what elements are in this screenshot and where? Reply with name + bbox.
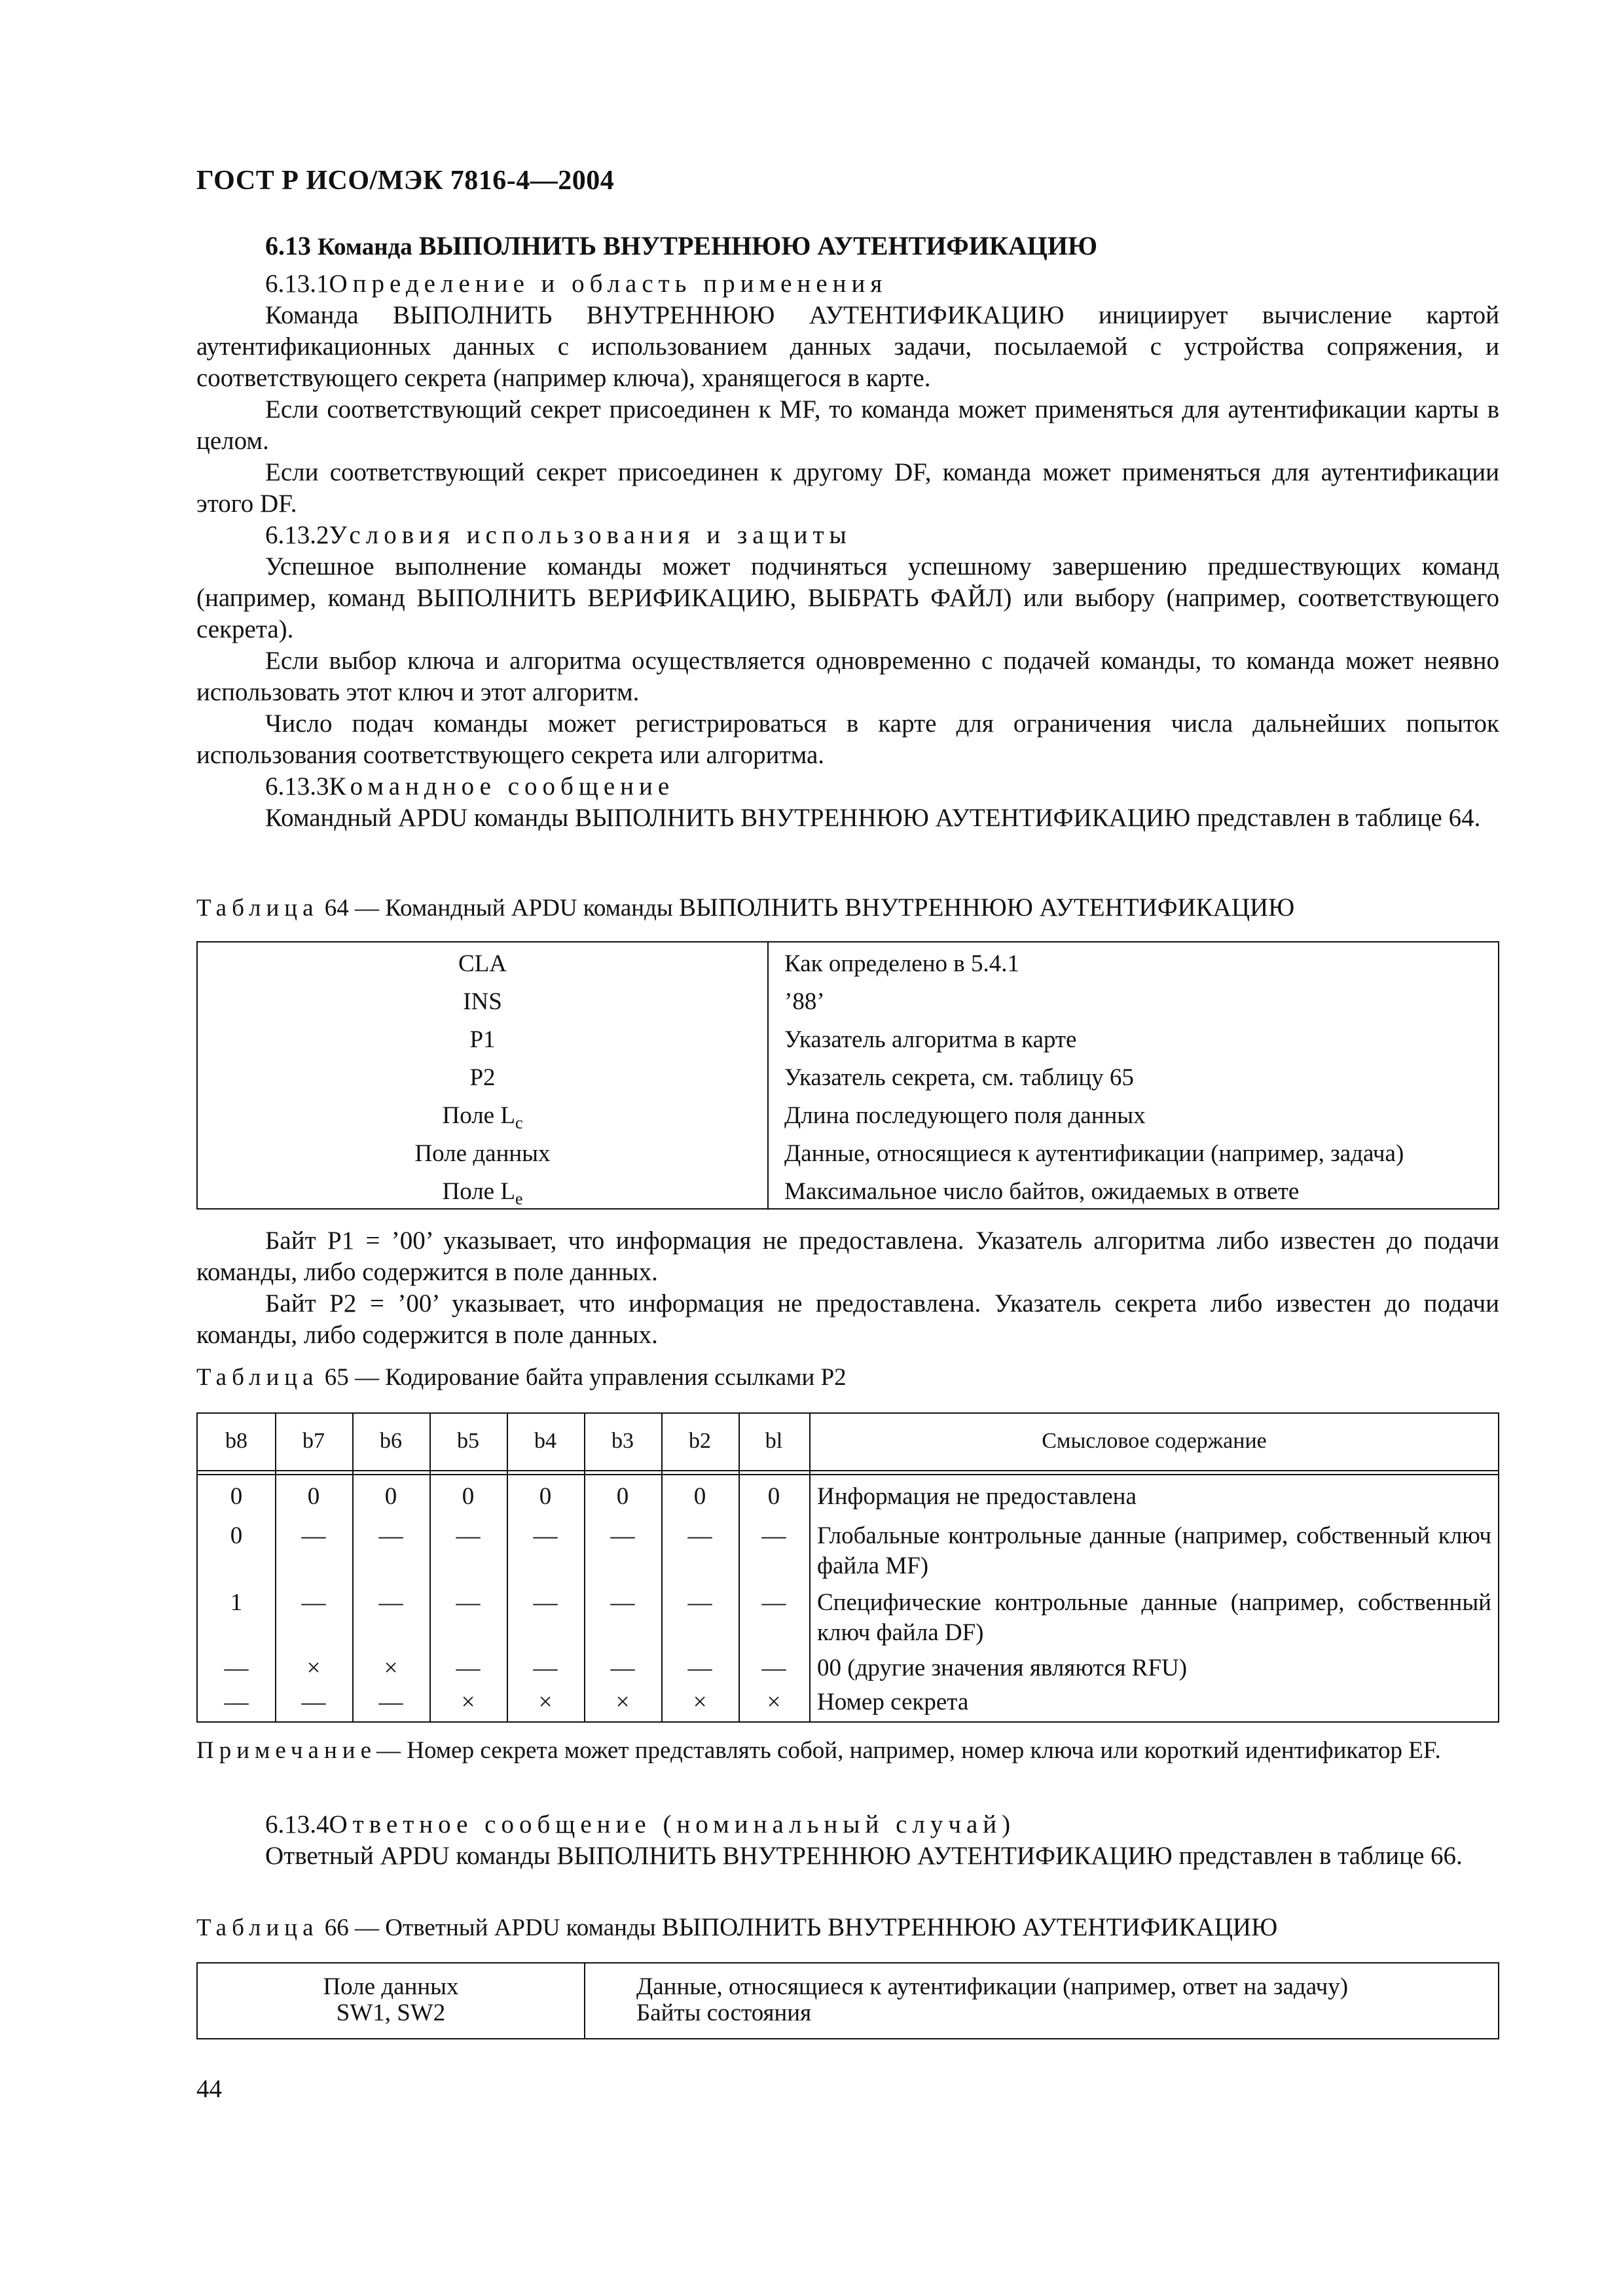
table-cell-desc: Длина последующего поля данных (784, 1102, 1146, 1129)
bit-cell: 1 (230, 1589, 243, 1616)
meaning-cell: Глобальные контрольные данные (например, собственный ключ файла MF) (817, 1522, 1491, 1579)
caption-text: 66 — Ответный APDU команды (324, 1914, 656, 1941)
bit-cell: — (687, 1655, 712, 1681)
column-header-b8: b8 (225, 1429, 247, 1453)
paragraph (196, 802, 1499, 834)
subsection-title: Ответное сообщение (номинальный случай) (329, 1810, 1016, 1839)
field-subscript: e (515, 1189, 523, 1208)
subsection-heading-6-13-1 (196, 268, 1499, 300)
table-65 (196, 1412, 1499, 1723)
column-header-b4: b4 (534, 1429, 556, 1453)
subsection-heading-6-13-4 (196, 1809, 1499, 1840)
bit-cell: — (610, 1655, 635, 1681)
bit-cell: × (615, 1689, 630, 1715)
field-subscript: c (515, 1113, 523, 1132)
bit-cell: — (378, 1589, 403, 1616)
table-cell-field (198, 1101, 767, 1131)
paragraph-text: Командный APDU команды ВЫПОЛНИТЬ ВНУТРЕННЮЮ АУТЕНТИФИКАЦИЮ представлен в таблице 64. (265, 804, 1481, 832)
caption-word: Таблица (196, 1364, 319, 1391)
bit-cell: 0 (539, 1483, 552, 1510)
paragraph-text: Команда ВЫПОЛНИТЬ ВНУТРЕННЮЮ АУТЕНТИФИКАЦИЮ инициирует вычисление картой аутентификационных данных с использованием данных задачи, посылаемой с устройства сопряжения, и соответствующего секрета (например ключа), хранящегося в карте. (196, 301, 1499, 392)
paragraph (196, 1288, 1499, 1351)
table-66 (196, 1962, 1499, 2039)
caption-word: Таблица (196, 1914, 319, 1941)
table-cell-field: INS (463, 988, 502, 1015)
table-64 (196, 941, 1499, 1210)
meaning-cell: Специфические контрольные данные (например, собственный ключ файла DF) (817, 1589, 1491, 1646)
table-cell-desc: ’88’ (784, 988, 825, 1015)
bit-cell: — (687, 1589, 712, 1616)
paragraph-text: Число подач команды может регистрироваться в карте для ограничения числа дальнейших попыток использования соответствующего секрета или алгоритма. (196, 709, 1499, 769)
bit-cell: 0 (462, 1483, 475, 1510)
paragraph (196, 394, 1499, 457)
header-rule (198, 1470, 1498, 1471)
field-base: Поле L (442, 1102, 515, 1129)
table-cell-desc: Байты состояния (636, 2000, 812, 2026)
paragraph-text: Если выбор ключа и алгоритма осуществляется одновременно с подачей команды, то команда может неявно использовать этот ключ и этот алгоритм. (196, 647, 1499, 706)
table-cell-desc: Максимальное число байтов, ожидаемых в ответе (784, 1178, 1300, 1205)
note-label: Примечание (196, 1737, 376, 1764)
bit-cell: 0 (230, 1522, 243, 1549)
bit-cell: — (456, 1655, 481, 1681)
bit-cell: 0 (307, 1483, 320, 1510)
column-divider (809, 1414, 811, 1721)
bit-cell: — (687, 1522, 712, 1549)
column-divider (584, 1964, 585, 2038)
column-header-b6: b6 (380, 1429, 402, 1453)
bit-cell: 0 (384, 1483, 397, 1510)
bit-cell: — (533, 1655, 558, 1681)
table-65-caption (196, 1363, 847, 1393)
subsection-number: 6.13.3 (265, 772, 329, 800)
caption-text: 65 — Кодирование байта управления ссылками P2 (324, 1364, 847, 1391)
bit-cell: — (378, 1522, 403, 1549)
caption-tail: ВЫПОЛНИТЬ ВНУТРЕННЮЮ АУТЕНТИФИКАЦИЮ (661, 1913, 1278, 1941)
column-header-b7: b7 (302, 1429, 325, 1453)
column-header-meaning: Смысловое содержание (1042, 1429, 1267, 1453)
meaning-cell: Информация не предоставлена (817, 1483, 1137, 1510)
column-header-b5: b5 (457, 1429, 479, 1453)
bit-cell: — (224, 1689, 249, 1715)
bit-cell: × (461, 1689, 475, 1715)
section-heading (265, 229, 1097, 264)
subsection-number: 6.13.1 (265, 270, 329, 298)
section-heading-lead: Команда (318, 234, 412, 260)
bit-cell: × (306, 1655, 321, 1681)
table-cell-field: SW1, SW2 (336, 2000, 446, 2026)
caption-tail: ВЫПОЛНИТЬ ВНУТРЕННЮЮ АУТЕНТИФИКАЦИЮ (679, 893, 1295, 922)
paragraph (196, 1840, 1499, 1872)
bit-cell: — (378, 1689, 403, 1715)
caption-word: Таблица (196, 895, 319, 922)
table-cell-desc: Как определено в 5.4.1 (784, 950, 1019, 977)
table-cell-field: Поле данных (323, 1973, 459, 2000)
bit-cell: — (533, 1522, 558, 1549)
column-header-b1: bl (765, 1429, 783, 1453)
paragraph-text: Байт P1 = ’00’ указывает, что информация не предоставлена. Указатель алгоритма либо известен до подачи команды, либо содержится в поле данных. (196, 1227, 1499, 1286)
paragraph-text: Успешное выполнение команды может подчиняться успешному завершению предшествующих команд (например, команд ВЫПОЛНИТЬ ВЕРИФИКАЦИЮ, ВЫБРАТЬ ФАЙЛ) или выбору (например, соответствующего секрета). (196, 552, 1499, 643)
bit-cell: — (456, 1522, 481, 1549)
subsection-heading-6-13-3 (196, 771, 1499, 802)
bit-cell: — (456, 1589, 481, 1616)
table-64-caption (196, 893, 1294, 924)
table-cell-field: P2 (469, 1064, 496, 1091)
section-heading-number: 6.13 (265, 231, 311, 260)
column-header-b2: b2 (689, 1429, 711, 1453)
bit-cell: — (761, 1589, 786, 1616)
bit-cell: × (384, 1655, 398, 1681)
bit-cell: — (224, 1655, 249, 1681)
paragraph (196, 708, 1499, 771)
bit-cell: × (538, 1689, 553, 1715)
document-header: ГОСТ Р ИСО/МЭК 7816-4—2004 (196, 166, 615, 196)
paragraph (196, 1225, 1499, 1288)
bit-cell: — (610, 1589, 635, 1616)
bit-cell: 0 (767, 1483, 780, 1510)
paragraph (196, 457, 1499, 520)
table-cell-field: CLA (458, 950, 507, 977)
subsection-title: Командное сообщение (329, 772, 675, 800)
caption-text: 64 — Командный APDU команды (324, 895, 673, 922)
paragraph-text: Если соответствующий секрет присоединен к другому DF, команда может применяться для аутентификации этого DF. (196, 458, 1499, 518)
field-base: Поле L (442, 1178, 515, 1205)
bit-cell: × (767, 1689, 781, 1715)
table-note (196, 1736, 1499, 1766)
bit-cell: 0 (230, 1483, 243, 1510)
bit-cell: × (693, 1689, 707, 1715)
page-number: 44 (196, 2075, 222, 2103)
meaning-cell: Номер секрета (817, 1689, 969, 1715)
section-heading-title: ВЫПОЛНИТЬ ВНУТРЕННЮЮ АУТЕНТИФИКАЦИЮ (418, 231, 1097, 260)
paragraph-text: Байт P2 = ’00’ указывает, что информация не предоставлена. Указатель секрета либо известен до подачи команды, либо содержится в поле данных. (196, 1289, 1499, 1349)
column-header-b3: b3 (611, 1429, 634, 1453)
table-cell-field (198, 1177, 767, 1207)
table-cell-desc: Указатель алгоритма в карте (784, 1026, 1077, 1053)
bit-cell: — (610, 1522, 635, 1549)
note-text: — Номер секрета может представлять собой, например, номер ключа или короткий идентификатор EF. (376, 1737, 1441, 1764)
bit-cell: — (301, 1522, 326, 1549)
paragraph (196, 551, 1499, 645)
bit-cell: — (301, 1689, 326, 1715)
header-rule (198, 1474, 1498, 1475)
column-divider (767, 942, 769, 1208)
paragraph (196, 645, 1499, 708)
bit-cell: 0 (616, 1483, 629, 1510)
table-cell-desc: Данные, относящиеся к аутентификации (например, ответ на задачу) (636, 1973, 1349, 2000)
bit-cell: — (761, 1522, 786, 1549)
paragraph-text: Ответный APDU команды ВЫПОЛНИТЬ ВНУТРЕННЮЮ АУТЕНТИФИКАЦИЮ представлен в таблице 66. (265, 1842, 1463, 1870)
subsection-number: 6.13.2 (265, 521, 329, 549)
subsection-number: 6.13.4 (265, 1810, 329, 1839)
paragraph (196, 300, 1499, 394)
table-cell-desc: Указатель секрета, см. таблицу 65 (784, 1064, 1134, 1091)
table-cell-field: P1 (469, 1026, 496, 1053)
table-66-caption (196, 1912, 1277, 1943)
bit-cell: 0 (693, 1483, 706, 1510)
bit-cell: — (301, 1589, 326, 1616)
subsection-title: Условия использования и защиты (329, 521, 852, 549)
table-cell-field: Поле данных (414, 1140, 551, 1167)
subsection-heading-6-13-2 (196, 520, 1499, 551)
bit-cell: — (761, 1655, 786, 1681)
paragraph-text: Если соответствующий секрет присоединен к MF, то команда может применяться для аутентификации карты в целом. (196, 395, 1499, 455)
bit-cell: — (533, 1589, 558, 1616)
table-cell-desc: Данные, относящиеся к аутентификации (например, задача) (784, 1140, 1404, 1167)
meaning-cell: 00 (другие значения являются RFU) (817, 1655, 1188, 1681)
subsection-title: Определение и область применения (329, 270, 888, 298)
